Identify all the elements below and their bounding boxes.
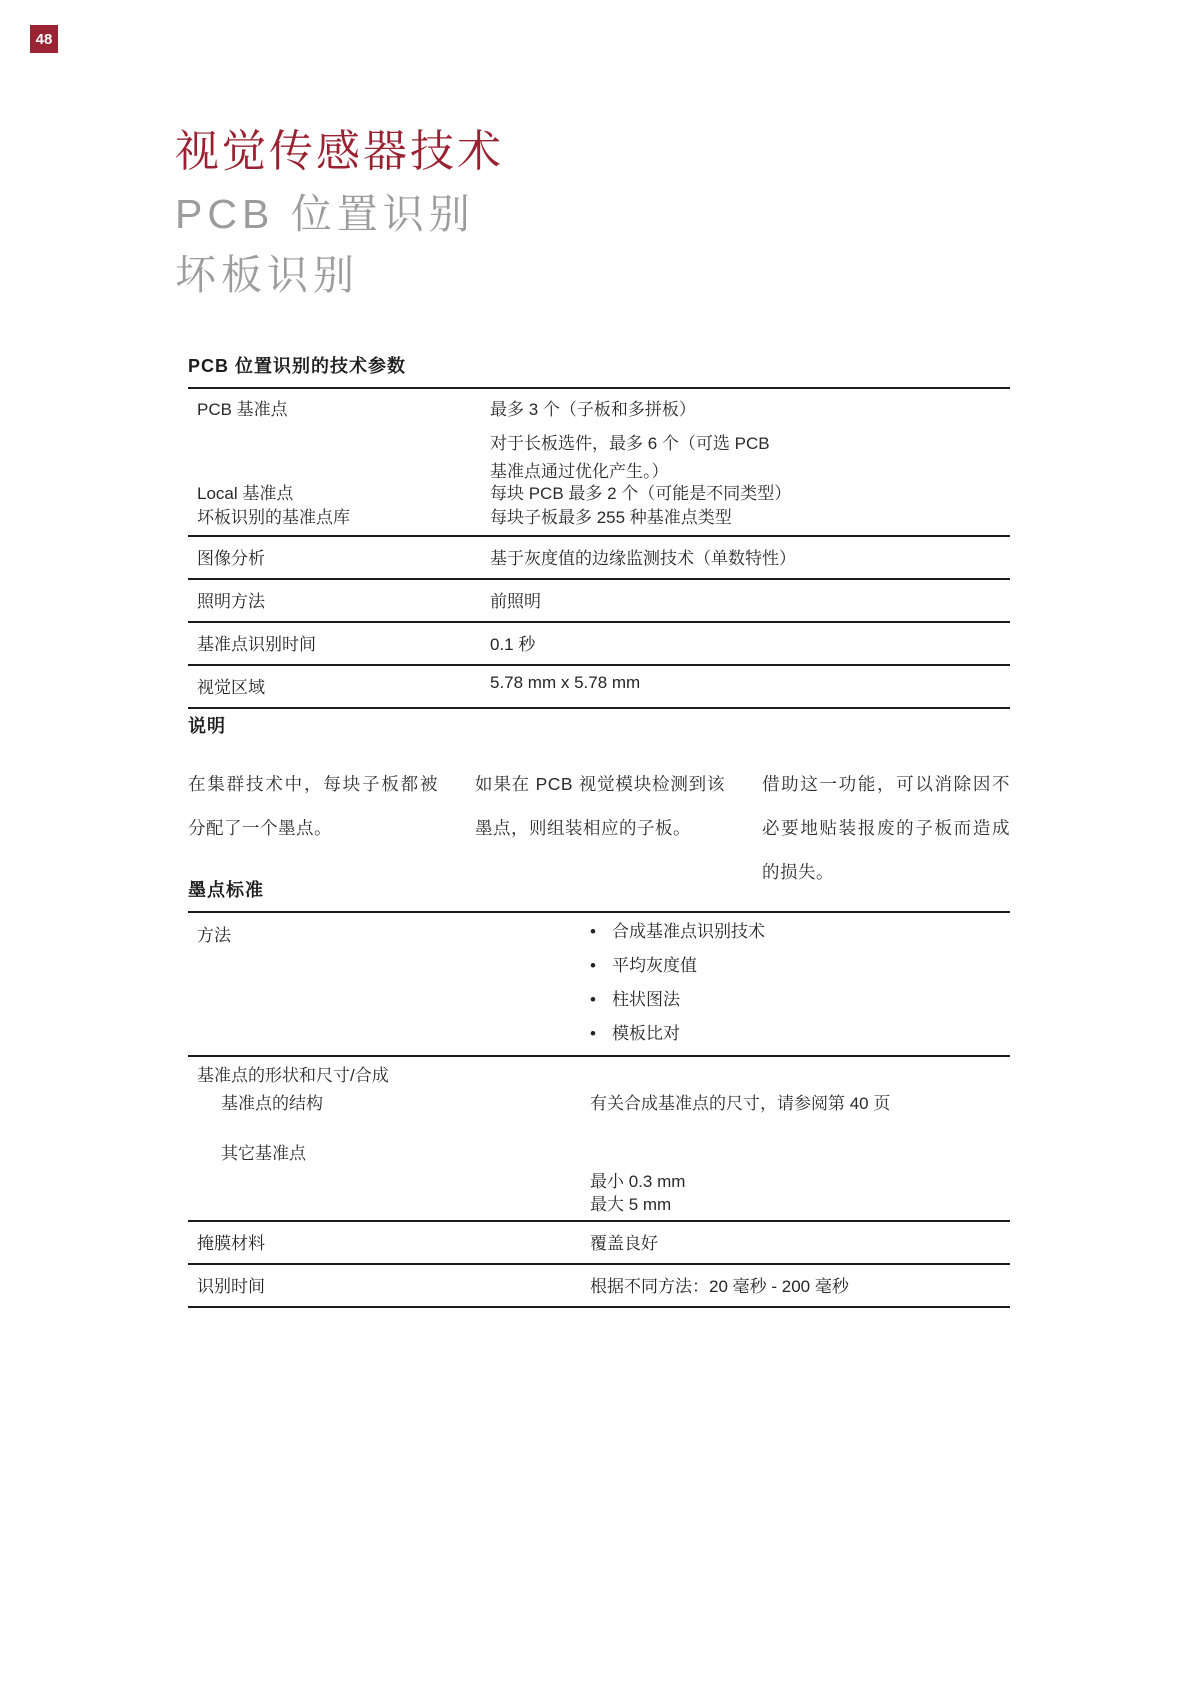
row-label: 照明方法 bbox=[197, 592, 265, 611]
fiducial-value-line5: 每块子板最多 255 种基准点类型 bbox=[490, 508, 732, 527]
table-row-id-time bbox=[188, 1265, 1010, 1308]
row-label-synthetic-structure: 基准点的结构 bbox=[221, 1094, 323, 1113]
table1-heading: PCB 位置识别的技术参数 bbox=[188, 356, 407, 376]
bullet-item: • 平均灰度值 bbox=[590, 955, 1010, 977]
fiducial-value-line3: 基准点通过优化产生。） bbox=[490, 462, 669, 481]
notes-section bbox=[188, 712, 1010, 894]
row-label: 掩膜材料 bbox=[197, 1234, 265, 1253]
note-column-3: 借助这一功能，可以消除因不必要地贴装报废的子板而造成的损失。 bbox=[762, 774, 1010, 882]
fiducial-value-line1: 最多 3 个（子板和多拼板） bbox=[490, 400, 696, 419]
row-value: 覆盖良好 bbox=[590, 1234, 658, 1253]
table-ink-dot-standard bbox=[188, 876, 1010, 1308]
page-header bbox=[175, 128, 504, 299]
page-number-badge bbox=[30, 25, 58, 53]
table-row-fiducial-shape bbox=[188, 1057, 1010, 1222]
table-row-mask-material bbox=[188, 1222, 1010, 1265]
row-label-badboard-library: 坏板识别的基准点库 bbox=[197, 508, 350, 527]
row-label-shape-size: 基准点的形状和尺寸/合成 bbox=[197, 1066, 389, 1085]
method-bullet-list bbox=[590, 913, 1010, 1055]
row-label-local-fiducial: Local 基准点 bbox=[197, 484, 294, 503]
subtitle-pcb-position: PCB 位置识别 bbox=[175, 191, 475, 238]
note-column-1: 在集群技术中，每块子板都被分配了一个墨点。 bbox=[188, 774, 438, 838]
note-column-2: 如果在 PCB 视觉模块检测到该墨点，则组装相应的子板。 bbox=[475, 774, 725, 838]
fiducial-value-line2: 对于长板选件，最多 6 个（可选 PCB bbox=[490, 434, 770, 453]
table-row-image-analysis bbox=[188, 537, 1010, 580]
table-row-illumination bbox=[188, 580, 1010, 623]
row-label: 识别时间 bbox=[197, 1277, 265, 1296]
row-label: 视觉区域 bbox=[197, 678, 265, 697]
shape-value-max: 最大 5 mm bbox=[590, 1195, 672, 1214]
bullet-item: • 合成基准点识别技术 bbox=[590, 921, 1010, 943]
table-row-vision-area bbox=[188, 666, 1010, 709]
row-label-other-fiducials: 其它基准点 bbox=[221, 1144, 306, 1163]
table-row-recognition-time bbox=[188, 623, 1010, 666]
row-label: 基准点识别时间 bbox=[197, 635, 316, 654]
row-value: 0.1 秒 bbox=[490, 635, 536, 654]
page-title: 视觉传感器技术 bbox=[175, 126, 504, 177]
row-label-pcb-fiducial: PCB 基准点 bbox=[197, 400, 288, 419]
row-value: 前照明 bbox=[490, 592, 541, 611]
notes-heading: 说明 bbox=[188, 716, 226, 736]
fiducial-value-line4: 每块 PCB 最多 2 个（可能是不同类型） bbox=[490, 484, 792, 503]
table-row-fiducials bbox=[188, 389, 1010, 537]
row-value: 根据不同方法：20 毫秒 - 200 毫秒 bbox=[590, 1277, 849, 1296]
notes-columns bbox=[188, 762, 1010, 894]
row-value: 基于灰度值的边缘监测技术（单数特性） bbox=[490, 549, 796, 568]
table-pcb-position-params bbox=[188, 352, 1010, 709]
table-row-method bbox=[188, 913, 1010, 1057]
bullet-item: • 柱状图法 bbox=[590, 989, 1010, 1011]
shape-value-reference: 有关合成基准点的尺寸，请参阅第 40 页 bbox=[590, 1094, 891, 1113]
row-value: 5.78 mm x 5.78 mm bbox=[490, 673, 641, 692]
bullet-item: • 模板比对 bbox=[590, 1023, 1010, 1045]
table2-heading: 墨点标准 bbox=[188, 880, 264, 900]
shape-value-min: 最小 0.3 mm bbox=[590, 1172, 686, 1191]
page-number: 48 bbox=[35, 30, 53, 48]
subtitle-bad-board: 坏板识别 bbox=[175, 252, 359, 299]
row-label: 方法 bbox=[197, 926, 231, 945]
row-label: 图像分析 bbox=[197, 549, 265, 568]
